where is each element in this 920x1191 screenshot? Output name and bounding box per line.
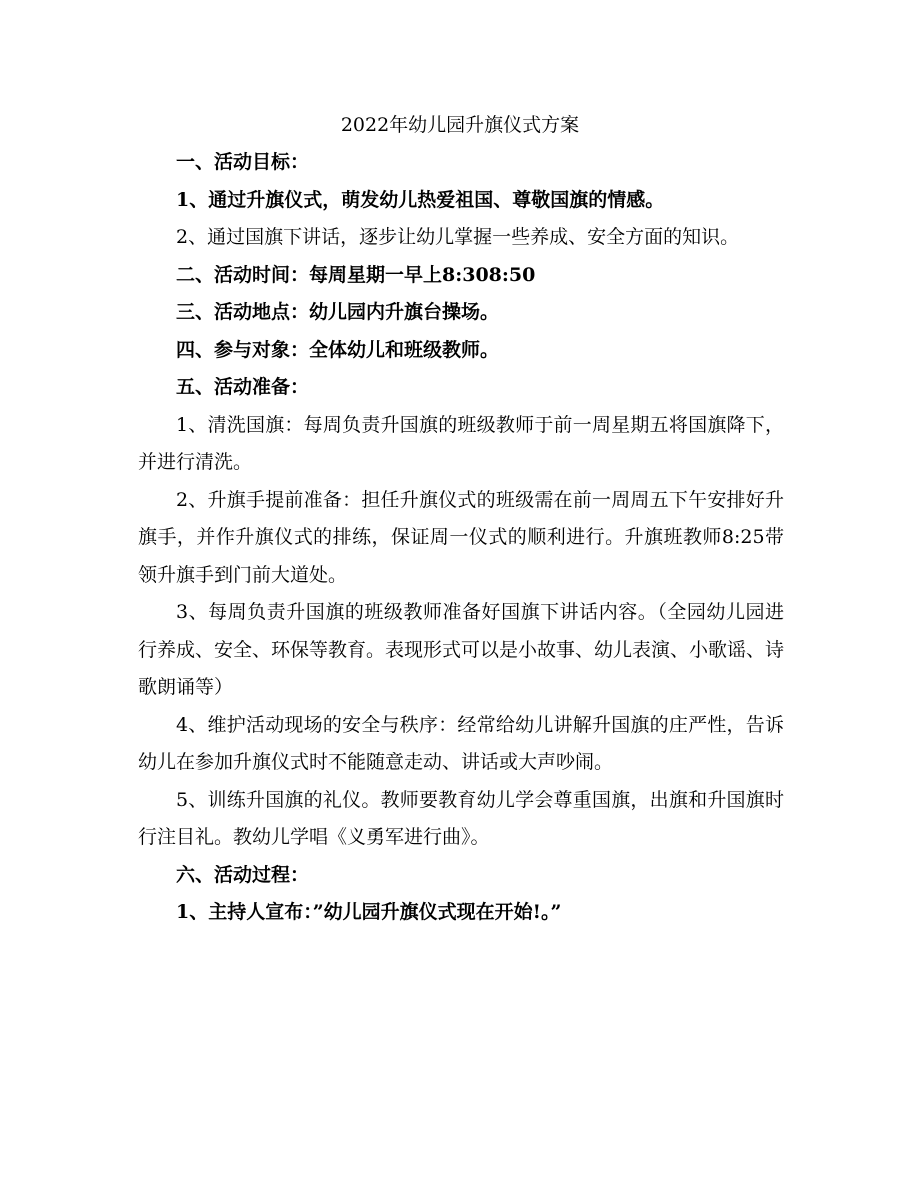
document-title: 2022年幼儿园升旗仪式方案 xyxy=(340,114,580,136)
goal-item-2: 2、通过国旗下讲话，逐步让幼儿掌握一些养成、安全方面的知识。 xyxy=(176,226,740,248)
section-heading-preparation: 五、活动准备： xyxy=(176,376,310,398)
preparation-item-1: 1、清洗国旗：每周负责升国旗的班级教师于前一周星期五将国旗降下，并进行清洗。 xyxy=(138,413,784,473)
section-heading-participants: 四、参与对象：全体幼儿和班级教师。 xyxy=(176,338,500,361)
section-heading-goals: 一、活动目标： xyxy=(176,151,310,173)
document-body xyxy=(138,144,784,932)
section-heading-time: 二、活动时间：每周星期一早上8:308:50 xyxy=(176,263,536,286)
goal-item-1: 1、通过升旗仪式，萌发幼儿热爱祖国、尊敬国旗的情感。 xyxy=(176,188,665,211)
process-item-1: 1、主持人宣布：”幼儿园升旗仪式现在开始!。” xyxy=(176,901,562,923)
preparation-item-2: 2、升旗手提前准备：担任升旗仪式的班级需在前一周周五下午安排好升旗手，并作升旗仪式的排练，保证周一仪式的顺利进行。升旗班教师8:25带领升旗手到门前大道处。 xyxy=(138,488,784,586)
preparation-item-3: 3、每周负责升国旗的班级教师准备好国旗下讲话内容。（全园幼儿园进行养成、安全、环保等教育。表现形式可以是小故事、幼儿表演、小歌谣、诗歌朗诵等） xyxy=(138,601,785,698)
section-heading-location: 三、活动地点：幼儿园内升旗台操场。 xyxy=(176,301,500,323)
preparation-item-4: 4、维护活动现场的安全与秩序：经常给幼儿讲解升国旗的庄严性，告诉幼儿在参加升旗仪式时不能随意走动、讲话或大声吵闹。 xyxy=(138,713,784,773)
preparation-item-5: 5、训练升国旗的礼仪。教师要教育幼儿学会尊重国旗，出旗和升国旗时行注目礼。教幼儿学唱《义勇军进行曲》。 xyxy=(138,788,784,848)
section-heading-process: 六、活动过程： xyxy=(176,863,310,886)
